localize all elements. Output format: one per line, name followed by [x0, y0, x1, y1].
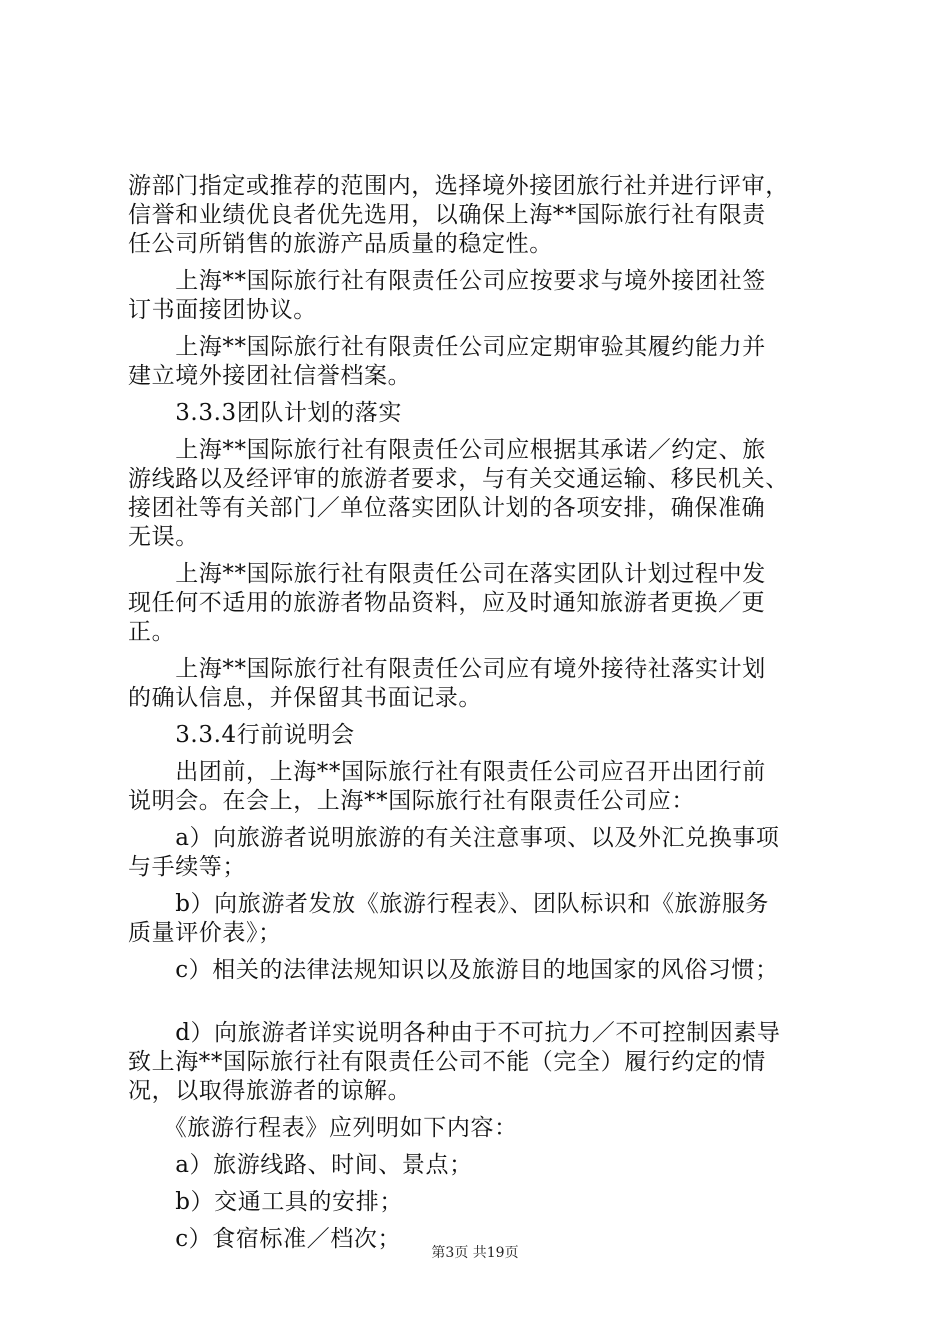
text-line: 无误。	[128, 524, 199, 550]
text-line: 信誉和业绩优良者优先选用，以确保上海**国际旅行社有限责	[128, 202, 766, 228]
text-line: 出团前，上海**国际旅行社有限责任公司应召开出团行前	[128, 759, 766, 785]
text-line: 现任何不适用的旅游者物品资料，应及时通知旅游者更换／更	[128, 590, 766, 616]
text-line: 订书面接团协议。	[128, 297, 317, 323]
text-line: 上海**国际旅行社有限责任公司应定期审验其履约能力并	[128, 334, 766, 360]
text-line: 接团社等有关部门／单位落实团队计划的各项安排，确保准确	[128, 495, 766, 521]
list-item	[128, 1188, 828, 1217]
text-line: c）相关的法律法规知识以及旅游目的地国家的风俗习惯；	[128, 957, 779, 983]
list-item	[128, 956, 828, 985]
text-line: 的确认信息，并保留其书面记录。	[128, 685, 482, 711]
section-heading	[128, 721, 828, 750]
paragraph	[128, 267, 828, 325]
page-footer	[0, 1244, 950, 1262]
text-line: 游线路以及经评审的旅游者要求，与有关交通运输、移民机关、	[128, 466, 789, 492]
paragraph	[128, 560, 828, 647]
page-number: 第3页 共19页	[431, 1245, 519, 1261]
text-line: 建立境外接团社信誉档案。	[128, 363, 412, 389]
paragraph	[128, 758, 828, 816]
text-line: 致上海**国际旅行社有限责任公司不能（完全）履行约定的情	[128, 1049, 766, 1075]
heading-text: 3.3.3团队计划的落实	[128, 400, 402, 426]
text-line: b）向旅游者发放《旅游行程表》、团队标识和《旅游服务	[128, 891, 770, 917]
text-line: 上海**国际旅行社有限责任公司应根据其承诺／约定、旅	[128, 437, 766, 463]
list-item	[128, 824, 828, 882]
text-line: b）交通工具的安排；	[128, 1189, 403, 1215]
heading-text: 3.3.4行前说明会	[128, 722, 355, 748]
paragraph	[128, 655, 828, 713]
text-line: 游部门指定或推荐的范围内，选择境外接团旅行社并进行评审，	[128, 173, 789, 199]
text-line: 上海**国际旅行社有限责任公司在落实团队计划过程中发	[128, 561, 766, 587]
text-line: a）向旅游者说明旅游的有关注意事项、以及外汇兑换事项	[128, 825, 780, 851]
text-line: 上海**国际旅行社有限责任公司应按要求与境外接团社签	[128, 268, 766, 294]
paragraph	[128, 333, 828, 391]
text-line: 正。	[128, 619, 176, 645]
section-heading	[128, 399, 828, 428]
text-line: 上海**国际旅行社有限责任公司应有境外接待社落实计划	[128, 656, 766, 682]
paragraph	[128, 1114, 828, 1143]
text-line: 说明会。在会上，上海**国际旅行社有限责任公司应：	[128, 788, 695, 814]
text-line: c）食宿标准／档次；	[128, 1226, 402, 1252]
text-line: d）向旅游者详实说明各种由于不可抗力／不可控制因素导	[128, 1020, 781, 1046]
text-line: 质量评价表》；	[128, 920, 282, 946]
text-line: 与手续等；	[128, 854, 246, 880]
list-item	[128, 1151, 828, 1180]
paragraph	[128, 436, 828, 552]
text-line: 《旅游行程表》应列明如下内容：	[128, 1115, 518, 1141]
text-line: a）旅游线路、时间、景点；	[128, 1152, 473, 1178]
list-item	[128, 1019, 828, 1106]
document-body	[128, 172, 828, 1254]
text-line: 况，以取得旅游者的谅解。	[128, 1078, 412, 1104]
list-item	[128, 890, 828, 948]
text-line: 任公司所销售的旅游产品质量的稳定性。	[128, 231, 553, 257]
paragraph	[128, 172, 828, 259]
